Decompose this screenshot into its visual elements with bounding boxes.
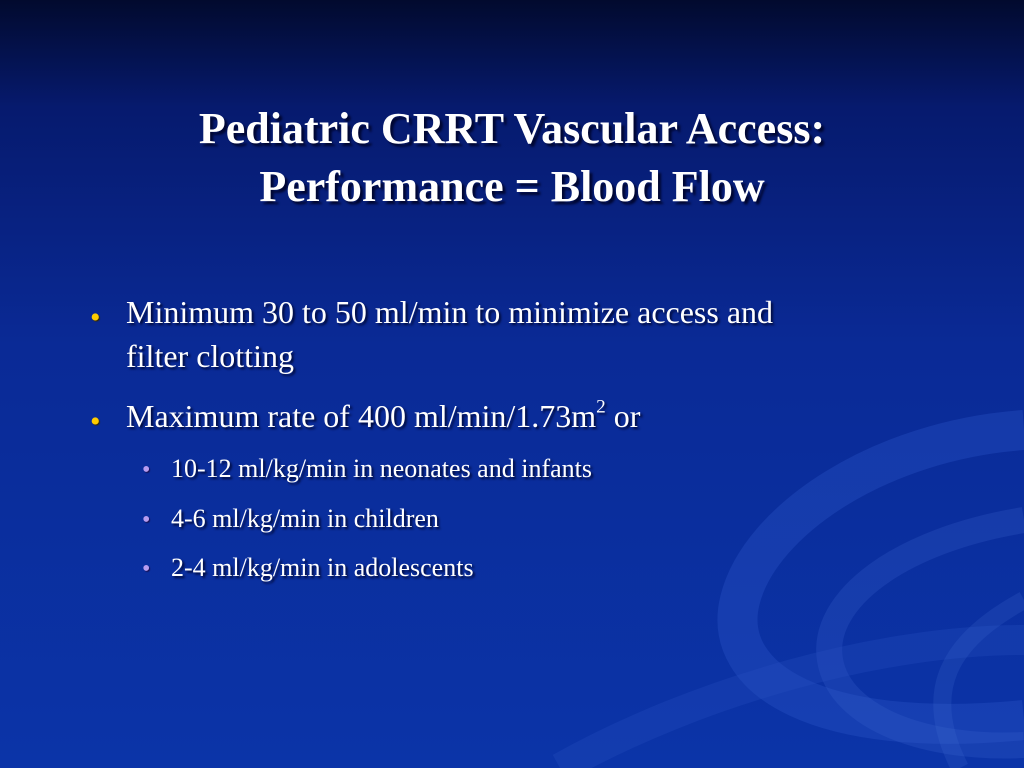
bullet-text-line-2: filter clotting [126,338,294,374]
bullet-text-line-1: Minimum 30 to 50 ml/min to minimize access and [126,294,774,330]
sub-bullet-text: 2-4 ml/kg/min in adolescents [171,553,474,582]
slide-title-line-1: Pediatric CRRT Vascular Access: [198,104,826,153]
sub-bullet-adolescents [142,551,871,585]
sub-bullet-dot-icon: • [142,457,151,483]
sub-bullet-text: 10-12 ml/kg/min in neonates and infants [171,454,592,483]
sub-bullet-dot-icon: • [142,556,151,582]
bullet-dot-icon: • [90,405,101,438]
sub-bullet-children [142,502,871,536]
bullet-dot-icon: • [90,301,101,334]
sub-bullet-text: 4-6 ml/kg/min in children [171,504,439,533]
bullet-text-tail: or [605,398,641,434]
sub-bullet-neonates [142,452,871,486]
bullet-maximum-rate [90,394,946,438]
slide-title-line-2: Performance = Blood Flow [259,162,765,211]
bullet-text: Maximum rate of 400 ml/min/1.73m [126,398,597,434]
bullet-minimum-flow [90,290,946,378]
sub-bullet-dot-icon: • [142,507,151,533]
superscript-squared: 2 [596,396,606,418]
